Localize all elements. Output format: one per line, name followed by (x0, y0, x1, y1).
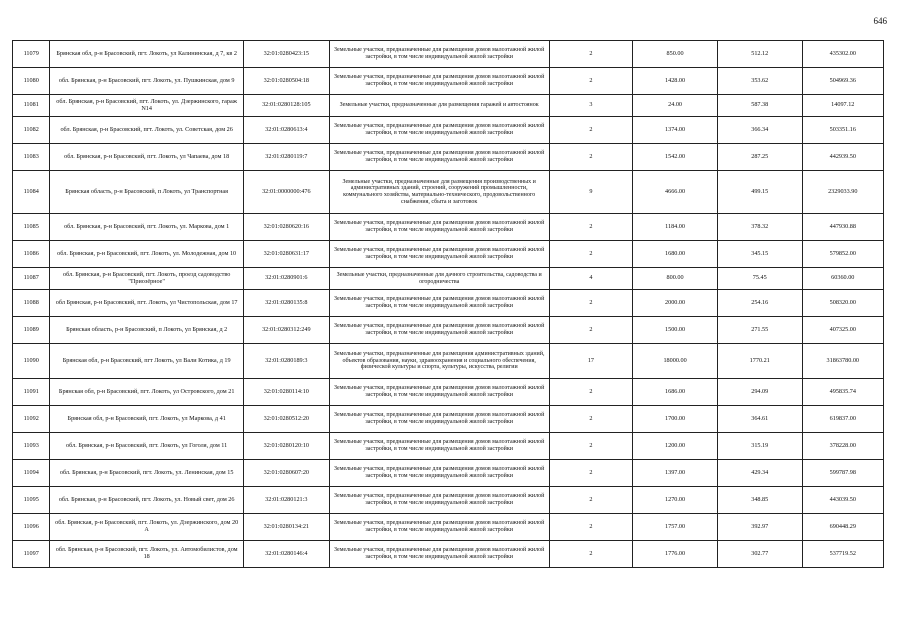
row-area: 1776.00 (633, 541, 718, 568)
row-land-use: Земельные участки, предназначенные для размещения гаражей и автостоянок (329, 95, 549, 117)
table-row (13, 541, 884, 568)
row-id: 11087 (13, 268, 50, 290)
row-cadastral-number: 32:01:0280189:3 (243, 344, 329, 379)
row-address: обл. Брянская, р-н Брасовский, пгт. Локоть, ул. Советская, дом 26 (50, 117, 244, 144)
table-row (13, 41, 884, 68)
row-address: обл. Брянская, р-н Брасовский, пгт. Локоть, ул. Молодежная, дом 10 (50, 241, 244, 268)
row-address: Брянская обл, р-н Брасовский, пгт. Локоть, ул Маркова, д 41 (50, 406, 244, 433)
table-row (13, 95, 884, 117)
row-specific-value: 364.61 (717, 406, 802, 433)
row-group: 2 (549, 144, 633, 171)
row-id: 11092 (13, 406, 50, 433)
row-specific-value: 429.34 (717, 460, 802, 487)
row-address: Брянская область, р-н Брасовский, п Локоть, ул Транспортная (50, 171, 244, 214)
row-id: 11079 (13, 41, 50, 68)
table-row (13, 514, 884, 541)
row-area: 18000.00 (633, 344, 718, 379)
row-address: обл. Брянская, р-н Брасовский, пгт. Локоть, ул. Пушкинская, дом 9 (50, 68, 244, 95)
row-cadastral-value: 508320.00 (802, 290, 883, 317)
row-address: Брянская обл, р-н Брасовский, пгт. Локоть, ул Островского, дом 21 (50, 379, 244, 406)
table-row (13, 68, 884, 95)
row-address: Брянская обл, р-н Брасовский, пгт. Локоть, ул Калининская, д 7, кв 2 (50, 41, 244, 68)
row-cadastral-value: 504969.36 (802, 68, 883, 95)
row-land-use: Земельные участки, предназначенные для размещения домов малоэтажной жилой застройки, в том числе индивидуальной жилой застройки (329, 117, 549, 144)
row-group: 3 (549, 95, 633, 117)
row-specific-value: 287.25 (717, 144, 802, 171)
row-group: 2 (549, 379, 633, 406)
row-address: обл. Брянская, р-н Брасовский, пгт. Локоть, ул. Автомобилистов, дом 18 (50, 541, 244, 568)
table-row (13, 460, 884, 487)
row-specific-value: 348.85 (717, 487, 802, 514)
row-group: 2 (549, 117, 633, 144)
row-cadastral-number: 32:01:0280119:7 (243, 144, 329, 171)
row-area: 1184.00 (633, 214, 718, 241)
row-address: обл. Брянская, р-н Брасовский, пгт. Локоть, ул. Дзержинского, дом 20 А (50, 514, 244, 541)
row-id: 11089 (13, 317, 50, 344)
row-specific-value: 254.16 (717, 290, 802, 317)
table-row (13, 117, 884, 144)
row-area: 1374.00 (633, 117, 718, 144)
row-group: 2 (549, 68, 633, 95)
row-cadastral-number: 32:01:0280312:249 (243, 317, 329, 344)
row-group: 2 (549, 433, 633, 460)
row-cadastral-value: 690448.29 (802, 514, 883, 541)
row-cadastral-value: 407325.00 (802, 317, 883, 344)
row-cadastral-number: 32:01:0280607:20 (243, 460, 329, 487)
row-group: 4 (549, 268, 633, 290)
table-row (13, 487, 884, 514)
row-area: 1686.00 (633, 379, 718, 406)
row-area: 800.00 (633, 268, 718, 290)
row-cadastral-value: 443039.50 (802, 487, 883, 514)
row-id: 11097 (13, 541, 50, 568)
row-land-use: Земельные участки, предназначенные для размещения производственных и административных зданий, строений, сооружений промышленности, коммунального хозяйства, материально-технического, продовольственного снабжения, сбыта и заготовок (329, 171, 549, 214)
row-group: 2 (549, 514, 633, 541)
row-address: Брянская обл, р-н Брасовский, пгт Локоть, ул Вали Котика, д 19 (50, 344, 244, 379)
row-id: 11094 (13, 460, 50, 487)
row-specific-value: 587.38 (717, 95, 802, 117)
row-id: 11084 (13, 171, 50, 214)
row-land-use: Земельные участки, предназначенные для размещения домов малоэтажной жилой застройки, в том числе индивидуальной жилой застройки (329, 487, 549, 514)
row-land-use: Земельные участки, предназначенные для размещения домов малоэтажной жилой застройки, в том числе индивидуальной жилой застройки (329, 241, 549, 268)
row-address: обл. Брянская, р-н Брасовский, пгт. Локоть, ул Чапаева, дом 18 (50, 144, 244, 171)
row-id: 11082 (13, 117, 50, 144)
row-area: 1270.00 (633, 487, 718, 514)
table-row (13, 406, 884, 433)
row-cadastral-value: 599787.98 (802, 460, 883, 487)
row-cadastral-number: 32:01:0280620:16 (243, 214, 329, 241)
row-id: 11090 (13, 344, 50, 379)
row-cadastral-value: 60360.00 (802, 268, 883, 290)
row-group: 2 (549, 460, 633, 487)
row-area: 1200.00 (633, 433, 718, 460)
row-area: 2000.00 (633, 290, 718, 317)
row-land-use: Земельные участки, предназначенные для размещения домов малоэтажной жилой застройки, в том числе индивидуальной жилой застройки (329, 317, 549, 344)
table-row (13, 433, 884, 460)
row-group: 2 (549, 406, 633, 433)
row-cadastral-number: 32:01:0280121:3 (243, 487, 329, 514)
row-area: 1542.00 (633, 144, 718, 171)
page-number: 646 (873, 16, 887, 26)
row-specific-value: 345.15 (717, 241, 802, 268)
row-address: обл. Брянская, р-н Брасовский, пгт. Локоть, ул. Дзержинского, гараж N14 (50, 95, 244, 117)
row-cadastral-value: 378228.00 (802, 433, 883, 460)
row-cadastral-number: 32:01:0280901:6 (243, 268, 329, 290)
row-group: 2 (549, 290, 633, 317)
row-cadastral-number: 32:01:0280135:8 (243, 290, 329, 317)
row-cadastral-number: 32:01:0280134:21 (243, 514, 329, 541)
row-cadastral-value: 442939.50 (802, 144, 883, 171)
row-area: 24.00 (633, 95, 718, 117)
row-cadastral-number: 32:01:0280128:105 (243, 95, 329, 117)
row-cadastral-value: 619837.00 (802, 406, 883, 433)
row-group: 9 (549, 171, 633, 214)
table-row (13, 317, 884, 344)
table-row (13, 214, 884, 241)
table-row (13, 171, 884, 214)
row-land-use: Земельные участки, предназначенные для размещения домов малоэтажной жилой застройки, в том числе индивидуальной жилой застройки (329, 290, 549, 317)
row-cadastral-number: 32:01:0280423:15 (243, 41, 329, 68)
row-id: 11083 (13, 144, 50, 171)
row-specific-value: 294.09 (717, 379, 802, 406)
row-cadastral-number: 32:01:0280631:17 (243, 241, 329, 268)
row-specific-value: 302.77 (717, 541, 802, 568)
row-cadastral-number: 32:01:0000000:476 (243, 171, 329, 214)
row-land-use: Земельные участки, предназначенные для размещения домов малоэтажной жилой застройки, в том числе индивидуальной жилой застройки (329, 379, 549, 406)
row-id: 11088 (13, 290, 50, 317)
row-specific-value: 512.12 (717, 41, 802, 68)
row-group: 2 (549, 214, 633, 241)
row-group: 2 (549, 241, 633, 268)
row-group: 2 (549, 487, 633, 514)
row-cadastral-value: 435302.00 (802, 41, 883, 68)
table-row (13, 268, 884, 290)
row-cadastral-number: 32:01:0280114:10 (243, 379, 329, 406)
row-address: обл. Брянская, р-н Брасовский, пгт. Локоть, проезд садоводство "Приозёрное" (50, 268, 244, 290)
row-cadastral-number: 32:01:0280512:20 (243, 406, 329, 433)
row-group: 2 (549, 317, 633, 344)
row-cadastral-value: 537719.52 (802, 541, 883, 568)
row-address: обл. Брянская, р-н Брасовский, пгт. Локоть, ул Гоголя, дом 11 (50, 433, 244, 460)
row-cadastral-value: 495835.74 (802, 379, 883, 406)
row-cadastral-number: 32:01:0280120:10 (243, 433, 329, 460)
row-address: Брянская область, р-н Брасовский, п Локоть, ул Брянская, д 2 (50, 317, 244, 344)
table-row (13, 379, 884, 406)
row-specific-value: 499.15 (717, 171, 802, 214)
table-row (13, 344, 884, 379)
row-land-use: Земельные участки, предназначенные для размещения домов малоэтажной жилой застройки, в том числе индивидуальной жилой застройки (329, 541, 549, 568)
row-cadastral-number: 32:01:0280504:18 (243, 68, 329, 95)
row-id: 11091 (13, 379, 50, 406)
row-specific-value: 392.97 (717, 514, 802, 541)
row-specific-value: 271.55 (717, 317, 802, 344)
row-specific-value: 353.62 (717, 68, 802, 95)
row-id: 11095 (13, 487, 50, 514)
row-cadastral-number: 32:01:0280613:4 (243, 117, 329, 144)
row-cadastral-value: 579852.00 (802, 241, 883, 268)
row-id: 11093 (13, 433, 50, 460)
row-land-use: Земельные участки, предназначенные для дачного строительства, садоводства и огородничества (329, 268, 549, 290)
row-address: обл. Брянская, р-н Брасовский, пгт. Локоть, ул. Новый свет, дом 26 (50, 487, 244, 514)
row-area: 1500.00 (633, 317, 718, 344)
row-specific-value: 366.34 (717, 117, 802, 144)
row-land-use: Земельные участки, предназначенные для размещения домов малоэтажной жилой застройки, в том числе индивидуальной жилой застройки (329, 41, 549, 68)
table-row (13, 144, 884, 171)
row-cadastral-number: 32:01:0280146:4 (243, 541, 329, 568)
row-land-use: Земельные участки, предназначенные для размещения домов малоэтажной жилой застройки, в том числе индивидуальной жилой застройки (329, 514, 549, 541)
row-group: 2 (549, 541, 633, 568)
row-specific-value: 1770.21 (717, 344, 802, 379)
row-specific-value: 75.45 (717, 268, 802, 290)
row-cadastral-value: 503351.16 (802, 117, 883, 144)
row-id: 11080 (13, 68, 50, 95)
row-land-use: Земельные участки, предназначенные для размещения домов малоэтажной жилой застройки, в том числе индивидуальной жилой застройки (329, 144, 549, 171)
row-land-use: Земельные участки, предназначенные для размещения домов малоэтажной жилой застройки, в том числе индивидуальной жилой застройки (329, 433, 549, 460)
row-cadastral-value: 2329033.90 (802, 171, 883, 214)
row-land-use: Земельные участки, предназначенные для размещения административных зданий, объектов образования, науки, здравоохранения и социального обеспечения, физической культуры и спорта, культуры, искусства, религии (329, 344, 549, 379)
table-row (13, 241, 884, 268)
row-cadastral-value: 447930.88 (802, 214, 883, 241)
row-cadastral-value: 14097.12 (802, 95, 883, 117)
row-specific-value: 315.19 (717, 433, 802, 460)
row-cadastral-value: 31863780.00 (802, 344, 883, 379)
row-address: обл. Брянская, р-н Брасовский, пгт. Локоть, ул. Ленинская, дом 15 (50, 460, 244, 487)
row-group: 2 (549, 41, 633, 68)
row-id: 11096 (13, 514, 50, 541)
row-specific-value: 378.32 (717, 214, 802, 241)
row-land-use: Земельные участки, предназначенные для размещения домов малоэтажной жилой застройки, в том числе индивидуальной жилой застройки (329, 214, 549, 241)
cadastral-value-table (12, 40, 884, 568)
row-area: 1700.00 (633, 406, 718, 433)
row-area: 4666.00 (633, 171, 718, 214)
row-area: 1397.00 (633, 460, 718, 487)
row-address: обл. Брянская, р-н Брасовский, пгт. Локоть, ул. Маркова, дом 1 (50, 214, 244, 241)
table-row (13, 290, 884, 317)
row-address: обл Брянская, р-н Брасовский, пгт. Локоть, ул Чистопольская, дом 17 (50, 290, 244, 317)
row-land-use: Земельные участки, предназначенные для размещения домов малоэтажной жилой застройки, в том числе индивидуальной жилой застройки (329, 68, 549, 95)
row-id: 11081 (13, 95, 50, 117)
row-group: 17 (549, 344, 633, 379)
row-area: 850.00 (633, 41, 718, 68)
row-id: 11086 (13, 241, 50, 268)
row-land-use: Земельные участки, предназначенные для размещения домов малоэтажной жилой застройки, в том числе индивидуальной жилой застройки (329, 406, 549, 433)
row-id: 11085 (13, 214, 50, 241)
row-land-use: Земельные участки, предназначенные для размещения домов малоэтажной жилой застройки, в том числе индивидуальной жилой застройки (329, 460, 549, 487)
row-area: 1428.00 (633, 68, 718, 95)
row-area: 1757.00 (633, 514, 718, 541)
row-area: 1680.00 (633, 241, 718, 268)
